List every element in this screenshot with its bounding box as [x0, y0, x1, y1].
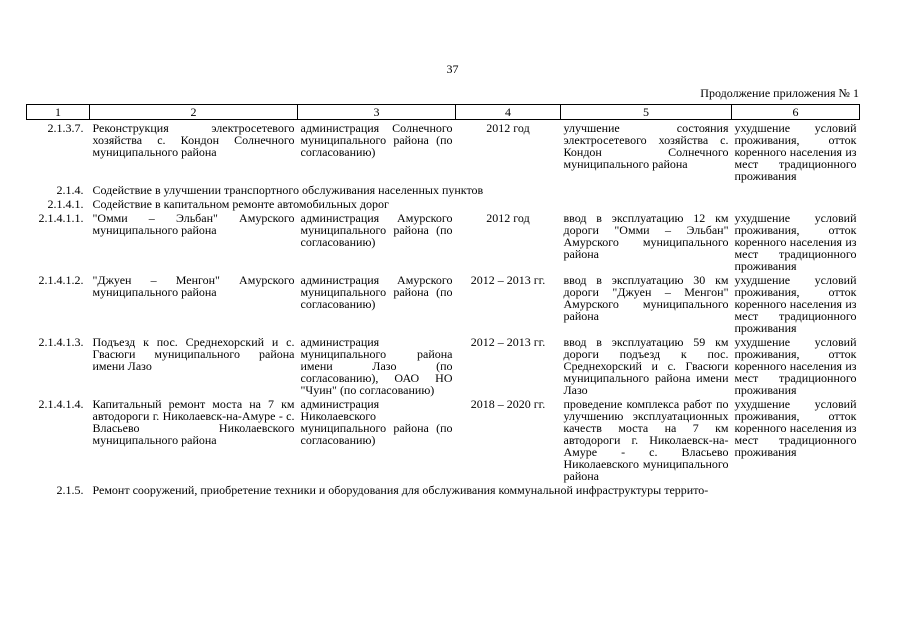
section-title: Содействие в улучшении транспортного обслуживания населенных пунктов: [92, 183, 484, 197]
row-number: 2.1.4.1.3.: [38, 335, 84, 349]
row-number: 2.1.3.7.: [47, 121, 84, 135]
executor: администрация Амурского муниципального района (по согласованию): [300, 211, 453, 249]
period: 2018 – 2020 гг.: [470, 397, 546, 411]
executor: администрация Солнечного муниципального района (по согласованию): [300, 121, 453, 159]
section-number: 2.1.5.: [56, 483, 84, 497]
expected-result: ввод в эксплуатацию 12 км дороги "Омми – Эльбан" Амурского муниципального района: [563, 211, 729, 261]
consequence: ухудшение условий проживания, отток коренного населения из мест традиционного проживания: [734, 397, 857, 459]
expected-result: ввод в эксплуатацию 30 км дороги "Джуен – Менгон" Амурского муниципального района: [563, 273, 729, 323]
table-header-row: [27, 105, 860, 120]
section-row: [27, 482, 860, 496]
header-cell: 3: [298, 105, 456, 120]
section-number: 2.1.4.1.: [47, 197, 84, 211]
appendix-continuation-note: Продолжение приложения № 1: [700, 86, 859, 100]
section-title: Ремонт сооружений, приобретение техники и оборудования для обслуживания коммунальной инфраструктуры террито-: [92, 483, 709, 497]
measures-table: [26, 104, 860, 496]
period: 2012 – 2013 гг.: [470, 273, 546, 287]
consequence: ухудшение условий проживания, отток коренного населения из мест традиционного проживания: [734, 335, 857, 397]
table-row: [27, 272, 860, 334]
section-row: [27, 182, 860, 196]
measure-name: Подъезд к пос. Среднехорский и с. Гвасюги муниципального района имени Лазо: [92, 335, 295, 373]
section-row: [27, 196, 860, 210]
measure-name: "Омми – Эльбан" Амурского муниципального района: [92, 211, 295, 237]
table-body: [27, 120, 860, 497]
table-row: [27, 396, 860, 482]
row-number: 2.1.4.1.1.: [38, 211, 84, 225]
period: 2012 – 2013 гг.: [470, 335, 546, 349]
measure-name: "Джуен – Менгон" Амурского муниципального района: [92, 273, 295, 299]
consequence: ухудшение условий проживания, отток коренного населения из мест традиционного проживания: [734, 211, 857, 273]
expected-result: ввод в эксплуатацию 59 км дороги подъезд к пос. Среднехорский и с. Гвасюги муниципального района имени Лазо: [563, 335, 729, 397]
table-row: [27, 120, 860, 183]
executor: администрация Амурского муниципального района (по согласованию): [300, 273, 453, 311]
executor: администрация Николаевского муниципального района (по согласованию): [300, 397, 453, 447]
section-title: Содействие в капитальном ремонте автомобильных дорог: [92, 197, 389, 211]
header-cell: 1: [27, 105, 90, 120]
period: 2012 год: [486, 211, 530, 225]
header-cell: 6: [732, 105, 860, 120]
executor: администрация муниципального района имени Лазо (по согласованию), ОАО НО "Чуин" (по согласованию): [300, 335, 453, 397]
header-cell: 2: [90, 105, 298, 120]
section-number: 2.1.4.: [56, 183, 84, 197]
measure-name: Капитальный ремонт моста на 7 км автодороги г. Николаевск-на-Амуре - с. Власьево Николаевского муниципального района: [92, 397, 295, 447]
expected-result: проведение комплекса работ по улучшению эксплуатационных качеств моста на 7 км автодороги г. Николаевск-на-Амуре - с. Власьево Николаевского муниципального района: [563, 397, 729, 483]
consequence: ухудшение условий проживания, отток коренного населения из мест традиционного проживания: [734, 273, 857, 335]
row-number: 2.1.4.1.2.: [38, 273, 84, 287]
measure-name: Реконструкция электросетевого хозяйства с. Кондон Солнечного муниципального района: [92, 121, 295, 159]
expected-result: улучшение состояния электросетевого хозяйства с. Кондон Солнечного муниципального района: [563, 121, 729, 171]
consequence: ухудшение условий проживания, отток коренного населения из мест традиционного проживания: [734, 121, 857, 183]
table-row: [27, 210, 860, 272]
page-number: 37: [446, 62, 459, 76]
row-number: 2.1.4.1.4.: [38, 397, 84, 411]
table-row: [27, 334, 860, 396]
header-cell: 4: [456, 105, 561, 120]
header-cell: 5: [561, 105, 732, 120]
period: 2012 год: [486, 121, 530, 135]
